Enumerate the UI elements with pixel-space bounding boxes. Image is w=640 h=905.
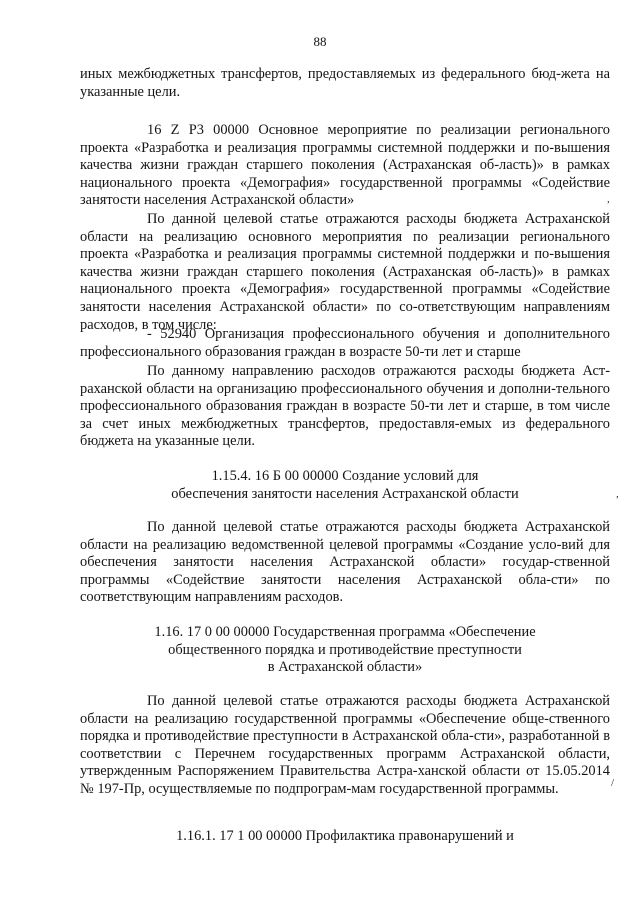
paragraph-direction-expenses: По данному направлению расходов отражаются расходы бюджета Аст-раханской области на организацию профессионального обучения и дополни-тельного профессионального образования граждан в возрасте 50-ти лет и старше, в том числе за счет иных межбюджетных трансфертов, предоставля-емых из федерального бюджета на указанные цели. <box>80 363 610 450</box>
heading-section-1-16 <box>80 624 610 677</box>
paragraph-departmental-program: По данной целевой статье отражаются расходы бюджета Астраханской области на реализацию ведомственной целевой программы «Создание усло-вий для обеспечения занятости населения Астраханской области» государ-ственной программы «Содействие занятости населения Астраханской обла-сти» по соответствующим направлениям расходов. <box>80 519 610 606</box>
paragraph-state-program: По данной целевой статье отражаются расходы бюджета Астраханской области на реализацию государственной программы «Обеспечение обще-ственного порядка и противодействие преступности в Астраханской обла-сти», разработанной в соответствии с Перечнем государственных программ Астраханской области, утвержденным Распоряжением Правительства Астра-ханской области от 15.05.2014 № 197-Пр, осуществляемые по подпрограм-мам государственной программы. <box>80 693 610 797</box>
heading-line: 1.16. 17 0 00 00000 Государственная программа «Обеспечение <box>154 624 536 640</box>
heading-line: в Астраханской области» <box>267 659 423 676</box>
paragraph-regional-project-title: 16 Z P3 00000 Основное мероприятие по реализации регионального проекта «Разработка и реализация программы системной поддержки и по-вышения качества жизни граждан старшего поколения (Астраханская об-ласть)» в рамках национального проекта «Демография» государственной программы «Содействие занятости населения Астраханской области» <box>80 122 610 209</box>
paragraph-regional-project-expenses: По данной целевой статье отражаются расходы бюджета Астраханской области на реализацию основного мероприятия по реализации регионального проекта «Разработка и реализация программы системной поддержки и по-вышения качества жизни граждан старшего поколения (Астраханская об-ласть)» в рамках национального проекта «Демография» государственной программы «Содействие занятости населения Астраханской области» по со-ответствующим направлениям расходов, в том числе: <box>80 211 610 333</box>
paragraph-direction-52940: - 52940 Организация профессионального обучения и дополнительного профессионального образования граждан в возрасте 50-ти лет и старше <box>80 326 610 360</box>
heading-section-1-15-4 <box>80 468 610 503</box>
paragraph-continuation: иных межбюджетных трансфертов, предоставляемых из федерального бюд-жета на указанные цели. <box>80 66 610 100</box>
scan-mark: , <box>616 488 619 500</box>
heading-line: общественного порядка и противодействие преступности <box>168 641 522 658</box>
page-number: 88 <box>313 34 327 49</box>
heading-line: обеспечения занятости населения Астраханской области <box>171 485 519 502</box>
heading-line: 1.16.1. 17 1 00 00000 Профилактика правонарушений и <box>176 828 514 844</box>
heading-line: 1.15.4. 16 Б 00 00000 Создание условий для <box>211 468 479 484</box>
scan-mark: , <box>607 193 610 205</box>
heading-section-1-16-1 <box>80 828 610 846</box>
scan-mark: / <box>611 777 615 789</box>
